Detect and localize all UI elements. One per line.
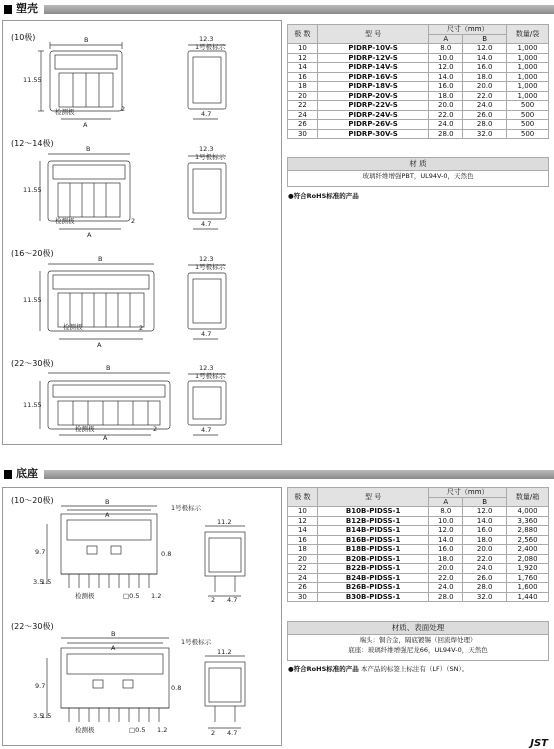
pin1-label: 1号极标示 bbox=[181, 638, 212, 646]
section-title: 底座 bbox=[16, 467, 38, 480]
footer-logo: JST bbox=[530, 738, 548, 749]
cell-pole: 20 bbox=[288, 554, 318, 564]
dim-b-label: B bbox=[98, 255, 103, 263]
cell-a: 20.0 bbox=[429, 564, 463, 574]
cell-model: B16B-PIDSS-1 bbox=[317, 535, 429, 545]
cell-model: PIDRP-24V-S bbox=[317, 110, 429, 120]
cell-b: 16.0 bbox=[463, 63, 507, 73]
cell-pole: 26 bbox=[288, 583, 318, 593]
cell-qty: 1,920 bbox=[507, 564, 549, 574]
cell-pole: 12 bbox=[288, 53, 318, 63]
dim-a-label: A bbox=[105, 511, 110, 519]
dim-05-label: □0.5 bbox=[129, 726, 146, 734]
cell-pole: 16 bbox=[288, 72, 318, 82]
cell-qty: 2,880 bbox=[507, 526, 549, 536]
header-dim: 尺寸（mm） bbox=[429, 488, 507, 498]
section-title: 塑壳 bbox=[16, 2, 38, 15]
dim-2-label: 2 bbox=[131, 217, 136, 225]
dim-b-label: B bbox=[111, 630, 116, 638]
section-marker bbox=[4, 5, 12, 14]
cell-qty: 2,080 bbox=[507, 554, 549, 564]
dim-12-label: 1.2 bbox=[157, 726, 168, 734]
cell-a: 14.0 bbox=[429, 535, 463, 545]
cell-qty: 1,000 bbox=[507, 53, 549, 63]
table-row bbox=[288, 120, 549, 130]
dim-width-label: 12.3 bbox=[199, 364, 214, 372]
housing-drawings bbox=[3, 21, 281, 444]
rohs-note: ●符合RoHS标准的产品 bbox=[288, 192, 359, 200]
cell-pole: 30 bbox=[288, 129, 318, 139]
check-pole-label: 检测极 bbox=[75, 592, 95, 600]
table-row bbox=[288, 129, 549, 139]
cell-b: 14.0 bbox=[463, 53, 507, 63]
material-line: 玻璃纤维增强PBT，UL94V-0，天然色 bbox=[362, 172, 474, 180]
dim-15-label: 1.5 bbox=[41, 578, 52, 586]
dim-2-label: 2 bbox=[121, 105, 126, 113]
cell-model: B22B-PIDSS-1 bbox=[317, 564, 429, 574]
cell-b: 14.0 bbox=[463, 516, 507, 526]
dim-05-label: □0.5 bbox=[123, 592, 140, 600]
dim-b-label: B bbox=[84, 36, 89, 44]
dim-08-label: 0.8 bbox=[171, 684, 182, 692]
table-row bbox=[288, 545, 549, 555]
cell-qty: 500 bbox=[507, 120, 549, 130]
material-line-1: 端头：铜合金，隔底镀锡（回流焊处理） bbox=[359, 636, 477, 644]
cell-b: 20.0 bbox=[463, 82, 507, 92]
dim-height-label: 11.55 bbox=[23, 76, 42, 84]
table-row bbox=[288, 63, 549, 73]
base-drawings-panel bbox=[2, 487, 282, 746]
base-group-label-2: (22〜30极) bbox=[11, 622, 54, 631]
check-pole-label: 检测极 bbox=[55, 108, 75, 116]
dim-a-label: A bbox=[111, 644, 116, 652]
header-model: 型 号 bbox=[317, 488, 429, 507]
pin1-label: 1号极标示 bbox=[171, 504, 202, 512]
dim-35-label: 3.5 bbox=[33, 712, 44, 720]
check-pole-label: 检测极 bbox=[63, 323, 83, 331]
cell-qty: 2,560 bbox=[507, 535, 549, 545]
cell-qty: 1,000 bbox=[507, 82, 549, 92]
cell-b: 26.0 bbox=[463, 573, 507, 583]
dim-35-label: 3.5 bbox=[33, 578, 44, 586]
table-row bbox=[288, 516, 549, 526]
dim-97-label: 9.7 bbox=[35, 682, 46, 690]
section-bar bbox=[44, 5, 554, 14]
rohs-note bbox=[288, 664, 468, 673]
cell-model: PIDRP-20V-S bbox=[317, 91, 429, 101]
cell-pole: 24 bbox=[288, 110, 318, 120]
dim-width-label: 12.3 bbox=[199, 35, 214, 43]
cell-model: B10B-PIDSS-1 bbox=[317, 507, 429, 517]
cell-b: 12.0 bbox=[463, 44, 507, 54]
cell-a: 22.0 bbox=[429, 110, 463, 120]
cell-model: PIDRP-16V-S bbox=[317, 72, 429, 82]
dim-47-label: 4.7 bbox=[201, 426, 212, 434]
cell-pole: 18 bbox=[288, 545, 318, 555]
cell-model: B20B-PIDSS-1 bbox=[317, 554, 429, 564]
base-group-label-1: (10〜20极) bbox=[11, 496, 54, 505]
housing-drawings-panel bbox=[2, 20, 282, 445]
table-row bbox=[288, 101, 549, 111]
check-pole-label: 检测极 bbox=[55, 217, 75, 225]
cell-qty: 500 bbox=[507, 101, 549, 111]
cell-model: PIDRP-14V-S bbox=[317, 63, 429, 73]
cell-model: B18B-PIDSS-1 bbox=[317, 545, 429, 555]
check-pole-label: 检测极 bbox=[75, 726, 95, 734]
dim-112-label: 11.2 bbox=[217, 648, 232, 656]
table-row bbox=[288, 91, 549, 101]
cell-pole: 14 bbox=[288, 526, 318, 536]
cell-b: 16.0 bbox=[463, 526, 507, 536]
pin1-label: 1号极标示 bbox=[195, 43, 226, 51]
cell-pole: 16 bbox=[288, 535, 318, 545]
dim-47-label: 4.7 bbox=[201, 110, 212, 118]
section-bar bbox=[44, 470, 554, 479]
cell-a: 18.0 bbox=[429, 91, 463, 101]
cell-b: 24.0 bbox=[463, 564, 507, 574]
cell-b: 26.0 bbox=[463, 110, 507, 120]
table-row bbox=[288, 53, 549, 63]
dim-height-label: 11.55 bbox=[23, 401, 42, 409]
pin1-label: 1号极标示 bbox=[195, 153, 226, 161]
cell-model: PIDRP-12V-S bbox=[317, 53, 429, 63]
cell-model: B30B-PIDSS-1 bbox=[317, 592, 429, 602]
header-pole: 极 数 bbox=[288, 25, 318, 44]
cell-a: 18.0 bbox=[429, 554, 463, 564]
cell-b: 32.0 bbox=[463, 129, 507, 139]
dim-height-label: 11.55 bbox=[23, 296, 42, 304]
pin1-label: 1号极标示 bbox=[195, 372, 226, 380]
cell-pole: 26 bbox=[288, 120, 318, 130]
cell-qty: 1,000 bbox=[507, 63, 549, 73]
header-qty: 数量/袋 bbox=[507, 25, 549, 44]
dim-b-label: B bbox=[86, 145, 91, 153]
check-pole-label: 检测极 bbox=[75, 425, 95, 433]
section-marker bbox=[4, 470, 12, 479]
table-row bbox=[288, 526, 549, 536]
cell-a: 12.0 bbox=[429, 63, 463, 73]
dim-width-label: 12.3 bbox=[199, 255, 214, 263]
material-line-2: 底座：玻璃纤维增强尼龙66，UL94V-0，天然色 bbox=[348, 646, 488, 654]
dim-b-label: B bbox=[105, 498, 110, 506]
cell-pole: 30 bbox=[288, 592, 318, 602]
cell-b: 18.0 bbox=[463, 72, 507, 82]
cell-qty: 1,000 bbox=[507, 72, 549, 82]
table-row bbox=[288, 44, 549, 54]
cell-b: 32.0 bbox=[463, 592, 507, 602]
header-pole: 极 数 bbox=[288, 488, 318, 507]
housing-material-box bbox=[287, 157, 549, 187]
cell-pole: 22 bbox=[288, 101, 318, 111]
header-qty: 数量/箱 bbox=[507, 488, 549, 507]
table-row bbox=[288, 592, 549, 602]
base-drawings bbox=[3, 488, 281, 745]
table-row bbox=[288, 72, 549, 82]
dim-97-label: 9.7 bbox=[35, 548, 46, 556]
rohs-note-text: 本产品的标签上标注有（LF）（SN）。 bbox=[360, 665, 469, 673]
pin1-label: 1号极标示 bbox=[195, 263, 226, 271]
table-row bbox=[288, 583, 549, 593]
cell-model: PIDRP-10V-S bbox=[317, 44, 429, 54]
cell-model: PIDRP-30V-S bbox=[317, 129, 429, 139]
cell-model: PIDRP-22V-S bbox=[317, 101, 429, 111]
housing-group-label-2: (12〜14极) bbox=[11, 139, 54, 148]
cell-a: 16.0 bbox=[429, 82, 463, 92]
cell-a: 10.0 bbox=[429, 516, 463, 526]
dim-15-label: 1.5 bbox=[41, 712, 52, 720]
cell-model: B14B-PIDSS-1 bbox=[317, 526, 429, 536]
dim-width-label: 12.3 bbox=[199, 145, 214, 153]
header-a: A bbox=[429, 34, 463, 44]
cell-pole: 18 bbox=[288, 82, 318, 92]
cell-pole: 24 bbox=[288, 573, 318, 583]
cell-a: 8.0 bbox=[429, 44, 463, 54]
cell-a: 24.0 bbox=[429, 583, 463, 593]
table-row bbox=[288, 554, 549, 564]
cell-qty: 1,760 bbox=[507, 573, 549, 583]
cell-pole: 20 bbox=[288, 91, 318, 101]
cell-pole: 14 bbox=[288, 63, 318, 73]
cell-a: 16.0 bbox=[429, 545, 463, 555]
cell-b: 12.0 bbox=[463, 507, 507, 517]
dim-47-label: 4.7 bbox=[201, 330, 212, 338]
cell-model: B26B-PIDSS-1 bbox=[317, 583, 429, 593]
header-model: 型 号 bbox=[317, 25, 429, 44]
cell-model: PIDRP-26V-S bbox=[317, 120, 429, 130]
header-a: A bbox=[429, 497, 463, 507]
dim-12-label: 1.2 bbox=[151, 592, 162, 600]
header-b: B bbox=[463, 34, 507, 44]
housing-group-label-1: (10极) bbox=[11, 33, 36, 42]
header-b: B bbox=[463, 497, 507, 507]
cell-b: 22.0 bbox=[463, 91, 507, 101]
dim-2-label: 2 bbox=[211, 596, 216, 604]
cell-qty: 4,000 bbox=[507, 507, 549, 517]
cell-qty: 2,400 bbox=[507, 545, 549, 555]
cell-b: 24.0 bbox=[463, 101, 507, 111]
dim-height-label: 11.55 bbox=[23, 186, 42, 194]
cell-b: 22.0 bbox=[463, 554, 507, 564]
base-material-box bbox=[287, 621, 549, 661]
cell-qty: 500 bbox=[507, 129, 549, 139]
cell-model: PIDRP-18V-S bbox=[317, 82, 429, 92]
table-row bbox=[288, 535, 549, 545]
cell-b: 18.0 bbox=[463, 535, 507, 545]
table-row bbox=[288, 564, 549, 574]
material-header: 材质、表面处理 bbox=[288, 622, 548, 635]
table-row bbox=[288, 573, 549, 583]
cell-model: B24B-PIDSS-1 bbox=[317, 573, 429, 583]
cell-b: 28.0 bbox=[463, 583, 507, 593]
cell-pole: 12 bbox=[288, 516, 318, 526]
housing-group-label-3: (16〜20极) bbox=[11, 249, 54, 258]
housing-spec-table bbox=[287, 24, 549, 139]
cell-qty: 1,000 bbox=[507, 91, 549, 101]
cell-a: 28.0 bbox=[429, 592, 463, 602]
cell-a: 12.0 bbox=[429, 526, 463, 536]
dim-a-label: A bbox=[103, 434, 108, 442]
header-dim: 尺寸（mm） bbox=[429, 25, 507, 35]
cell-b: 28.0 bbox=[463, 120, 507, 130]
cell-qty: 500 bbox=[507, 110, 549, 120]
base-spec-table bbox=[287, 487, 549, 602]
table-row bbox=[288, 82, 549, 92]
cell-pole: 22 bbox=[288, 564, 318, 574]
cell-qty: 3,360 bbox=[507, 516, 549, 526]
section-header-base bbox=[0, 467, 554, 481]
cell-pole: 10 bbox=[288, 44, 318, 54]
dim-47-label: 4.7 bbox=[227, 596, 238, 604]
cell-b: 20.0 bbox=[463, 545, 507, 555]
dim-2-label: 2 bbox=[211, 729, 216, 737]
housing-group-label-4: (22〜30极) bbox=[11, 359, 54, 368]
rohs-note-bold: ●符合RoHS标准的产品 bbox=[288, 665, 359, 673]
cell-qty: 1,600 bbox=[507, 583, 549, 593]
dim-2-label: 2 bbox=[139, 324, 144, 332]
cell-a: 22.0 bbox=[429, 573, 463, 583]
dim-47-label: 4.7 bbox=[227, 729, 238, 737]
cell-pole: 10 bbox=[288, 507, 318, 517]
cell-model: B12B-PIDSS-1 bbox=[317, 516, 429, 526]
dim-b-label: B bbox=[106, 364, 111, 372]
dim-08-label: 0.8 bbox=[161, 550, 172, 558]
dim-a-label: A bbox=[87, 231, 92, 239]
table-row bbox=[288, 110, 549, 120]
cell-a: 10.0 bbox=[429, 53, 463, 63]
dim-a-label: A bbox=[83, 121, 88, 129]
cell-a: 28.0 bbox=[429, 129, 463, 139]
dim-47-label: 4.7 bbox=[201, 220, 212, 228]
section-header-housing bbox=[0, 2, 554, 16]
cell-qty: 1,000 bbox=[507, 44, 549, 54]
dim-a-label: A bbox=[97, 341, 102, 349]
cell-a: 14.0 bbox=[429, 72, 463, 82]
material-header: 材 质 bbox=[288, 158, 548, 171]
dim-2-label: 2 bbox=[153, 425, 158, 433]
cell-a: 24.0 bbox=[429, 120, 463, 130]
table-row bbox=[288, 507, 549, 517]
cell-qty: 1,440 bbox=[507, 592, 549, 602]
dim-112-label: 11.2 bbox=[217, 518, 232, 526]
cell-a: 8.0 bbox=[429, 507, 463, 517]
cell-a: 20.0 bbox=[429, 101, 463, 111]
